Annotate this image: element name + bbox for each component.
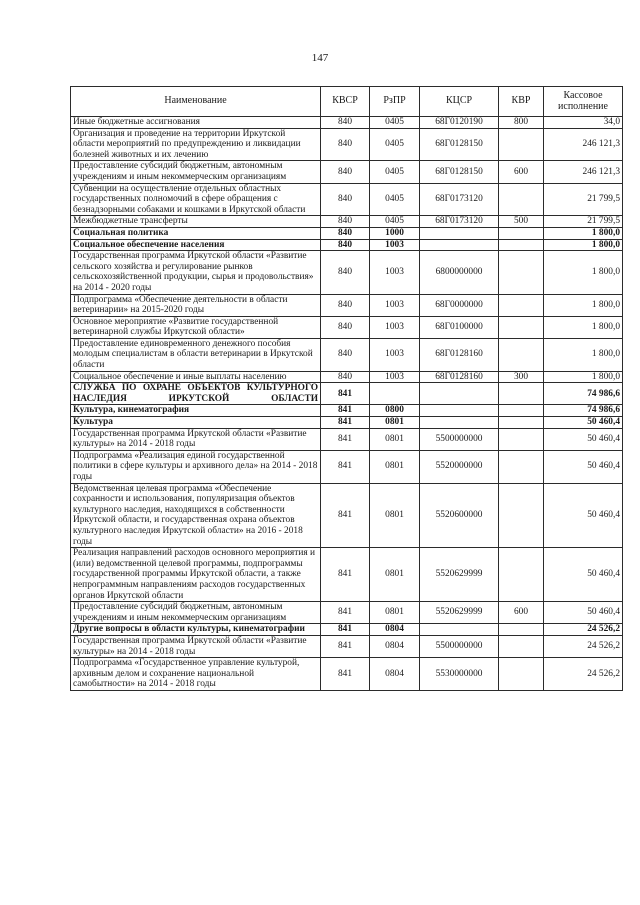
cell-kvsr: 840 [321,216,370,228]
cell-kcsr [420,383,499,405]
table-row [71,417,623,429]
cell-name: Подпрограмма «Государственное управление культурой, архивным делом и сохранение национальной самобытности» на 2014 - 2018 годы [71,658,321,691]
cell-kvr [499,405,544,417]
table-header-row [71,87,623,117]
cell-kvr [499,227,544,239]
cell-kvsr: 840 [321,316,370,338]
cell-rzpr: 0801 [370,428,420,450]
cell-name: Государственная программа Иркутской области «Развитие сельского хозяйства и регулирование рынков сельскохозяйственной продукции, сырья и продовольствия» на 2014 - 2020 годы [71,251,321,294]
cell-rzpr: 0801 [370,450,420,483]
cell-cash-execution: 74 986,6 [544,383,623,405]
cell-kvsr: 841 [321,417,370,429]
cell-kvr [499,548,544,602]
cell-kvsr: 840 [321,371,370,383]
cell-name: Предоставление единовременного денежного пособия молодым специалистам в области ветеринарии в Иркутской области [71,338,321,371]
header-name: Наименование [71,87,321,117]
cell-kvr [499,294,544,316]
cell-cash-execution: 74 986,6 [544,405,623,417]
cell-rzpr: 0405 [370,117,420,129]
table-row [71,383,623,405]
cell-cash-execution: 246 121,3 [544,128,623,161]
cell-cash-execution: 1 800,0 [544,239,623,251]
cell-cash-execution: 1 800,0 [544,294,623,316]
table-row [71,624,623,636]
cell-kvsr: 840 [321,239,370,251]
table-row [71,161,623,183]
cell-kvr [499,128,544,161]
cell-kvr [499,624,544,636]
cell-kcsr: 68Г0128150 [420,128,499,161]
cell-rzpr: 1000 [370,227,420,239]
table-row [71,548,623,602]
cell-kcsr [420,239,499,251]
budget-execution-table [70,86,623,691]
cell-cash-execution: 1 800,0 [544,371,623,383]
cell-name: Подпрограмма «Реализация единой государственной политики в сфере культуры и архивного дела» на 2014 - 2018 годы [71,450,321,483]
cell-rzpr: 0804 [370,658,420,691]
table-row [71,227,623,239]
cell-name: Подпрограмма «Обеспечение деятельности в области ветеринарии» на 2015-2020 годы [71,294,321,316]
cell-cash-execution: 21 799,5 [544,183,623,216]
cell-cash-execution: 246 121,3 [544,161,623,183]
table-row [71,251,623,294]
cell-kcsr [420,417,499,429]
cell-cash-execution: 24 526,2 [544,658,623,691]
cell-kvr [499,483,544,548]
cell-kvsr: 841 [321,548,370,602]
cell-rzpr: 1003 [370,239,420,251]
cell-cash-execution: 1 800,0 [544,227,623,239]
table-row [71,428,623,450]
cell-kvr [499,417,544,429]
cell-kvr: 500 [499,216,544,228]
cell-kcsr [420,405,499,417]
cell-kvsr: 841 [321,602,370,624]
cell-kcsr [420,227,499,239]
cell-kvsr: 841 [321,383,370,405]
cell-kvsr: 841 [321,483,370,548]
cell-kvsr: 840 [321,128,370,161]
table-row [71,216,623,228]
cell-kcsr: 68Г0128150 [420,161,499,183]
cell-cash-execution: 24 526,2 [544,624,623,636]
cell-cash-execution: 1 800,0 [544,316,623,338]
cell-cash-execution: 34,0 [544,117,623,129]
cell-rzpr [370,383,420,405]
cell-cash-execution: 50 460,4 [544,428,623,450]
cell-kcsr: 5500000000 [420,635,499,657]
cell-kvr [499,658,544,691]
cell-kcsr: 68Г0000000 [420,294,499,316]
cell-kcsr: 68Г0100000 [420,316,499,338]
cell-kvsr: 841 [321,428,370,450]
table-row [71,128,623,161]
cell-name: Культура [71,417,321,429]
header-rzpr: РзПР [370,87,420,117]
cell-cash-execution: 50 460,4 [544,602,623,624]
cell-kvr [499,450,544,483]
cell-kvsr: 841 [321,635,370,657]
cell-rzpr: 1003 [370,251,420,294]
cell-rzpr: 0801 [370,417,420,429]
cell-rzpr: 0801 [370,602,420,624]
cell-kvsr: 841 [321,450,370,483]
cell-rzpr: 1003 [370,316,420,338]
header-kvsr: КВСР [321,87,370,117]
cell-kvr [499,383,544,405]
cell-kcsr: 6800000000 [420,251,499,294]
table-row [71,405,623,417]
cell-rzpr: 0405 [370,183,420,216]
table-row [71,117,623,129]
cell-cash-execution: 50 460,4 [544,417,623,429]
table-row [71,316,623,338]
table-row [71,371,623,383]
cell-name: Социальное обеспечение населения [71,239,321,251]
cell-kvsr: 840 [321,117,370,129]
table-row [71,294,623,316]
table-row [71,635,623,657]
cell-cash-execution: 50 460,4 [544,450,623,483]
cell-name: Другие вопросы в области культуры, кинематографии [71,624,321,636]
cell-kcsr: 68Г0173120 [420,216,499,228]
cell-name: Ведомственная целевая программа «Обеспечение сохранности и использования, популяризация объектов культурного наследия, находящихся в собственности Иркутской области, и государственная охрана объектов культурного наследия Иркутской области» на 2016 - 2018 годы [71,483,321,548]
cell-cash-execution: 24 526,2 [544,635,623,657]
cell-cash-execution: 21 799,5 [544,216,623,228]
cell-rzpr: 0405 [370,216,420,228]
cell-kvr [499,428,544,450]
cell-kvsr: 841 [321,405,370,417]
cell-cash-execution: 1 800,0 [544,338,623,371]
cell-rzpr: 0804 [370,624,420,636]
cell-rzpr: 1003 [370,371,420,383]
cell-name: Иные бюджетные ассигнования [71,117,321,129]
cell-rzpr: 1003 [370,338,420,371]
cell-kvsr: 840 [321,227,370,239]
cell-name: Межбюджетные трансферты [71,216,321,228]
cell-name: Социальное обеспечение и иные выплаты населению [71,371,321,383]
cell-name: Основное мероприятие «Развитие государственной ветеринарной службы Иркутской области» [71,316,321,338]
table-row [71,450,623,483]
table-row [71,239,623,251]
cell-kcsr: 68Г0128160 [420,371,499,383]
cell-kvr: 300 [499,371,544,383]
cell-kvsr: 840 [321,161,370,183]
cell-rzpr: 1003 [370,294,420,316]
cell-name: Организация и проведение на территории Иркутской области мероприятий по предупреждению и ликвидации болезней животных и их лечению [71,128,321,161]
cell-kcsr: 5520000000 [420,450,499,483]
cell-kvsr: 840 [321,183,370,216]
cell-kvsr: 841 [321,658,370,691]
cell-kcsr: 5500000000 [420,428,499,450]
cell-name: Реализация направлений расходов основного мероприятия и (или) ведомственной целевой программы, подпрограммы государственной программы Иркутской области, а также непрограммным направлениям расходов государственных органов Иркутской области [71,548,321,602]
cell-name: Предоставление субсидий бюджетным, автономным учреждениям и иным некоммерческим организациям [71,602,321,624]
page-number: 147 [311,52,329,64]
cell-name: Культура, кинематография [71,405,321,417]
cell-cash-execution: 50 460,4 [544,548,623,602]
cell-kvr [499,635,544,657]
cell-rzpr: 0405 [370,161,420,183]
cell-kcsr: 5520629999 [420,602,499,624]
cell-kcsr: 68Г0173120 [420,183,499,216]
table-row [71,658,623,691]
cell-kcsr: 5530000000 [420,658,499,691]
cell-name: Социальная политика [71,227,321,239]
cell-rzpr: 0405 [370,128,420,161]
cell-kvr [499,183,544,216]
cell-kvr: 600 [499,161,544,183]
table-row [71,183,623,216]
cell-kcsr [420,624,499,636]
header-cash-execution: Кассовое исполнение [544,87,623,117]
cell-kvr [499,251,544,294]
cell-name: Субвенции на осуществление отдельных областных государственных полномочий в сфере обращения с безнадзорными собаками и кошками в Иркутской области [71,183,321,216]
header-kvr: КВР [499,87,544,117]
cell-name: Государственная программа Иркутской области «Развитие культуры» на 2014 - 2018 годы [71,428,321,450]
table-row [71,338,623,371]
cell-rzpr: 0801 [370,483,420,548]
cell-kcsr: 68Г0128160 [420,338,499,371]
cell-name: Государственная программа Иркутской области «Развитие культуры» на 2014 - 2018 годы [71,635,321,657]
cell-kcsr: 68Г0120190 [420,117,499,129]
cell-kvsr: 840 [321,251,370,294]
cell-kvr [499,239,544,251]
header-kcsr: КЦСР [420,87,499,117]
cell-kvr: 800 [499,117,544,129]
table-row [71,602,623,624]
cell-kvr [499,316,544,338]
cell-rzpr: 0800 [370,405,420,417]
cell-name: Предоставление субсидий бюджетным, автономным учреждениям и иным некоммерческим организациям [71,161,321,183]
cell-name: СЛУЖБА ПО ОХРАНЕ ОБЪЕКТОВ КУЛЬТУРНОГО НАСЛЕДИЯ ИРКУТСКОЙ ОБЛАСТИ [71,383,321,405]
cell-cash-execution: 1 800,0 [544,251,623,294]
cell-kcsr: 5520600000 [420,483,499,548]
cell-kvr: 600 [499,602,544,624]
cell-kvsr: 841 [321,624,370,636]
cell-cash-execution: 50 460,4 [544,483,623,548]
cell-kvsr: 840 [321,338,370,371]
cell-kvr [499,338,544,371]
table-row [71,483,623,548]
cell-kcsr: 5520629999 [420,548,499,602]
cell-rzpr: 0804 [370,635,420,657]
cell-rzpr: 0801 [370,548,420,602]
cell-kvsr: 840 [321,294,370,316]
